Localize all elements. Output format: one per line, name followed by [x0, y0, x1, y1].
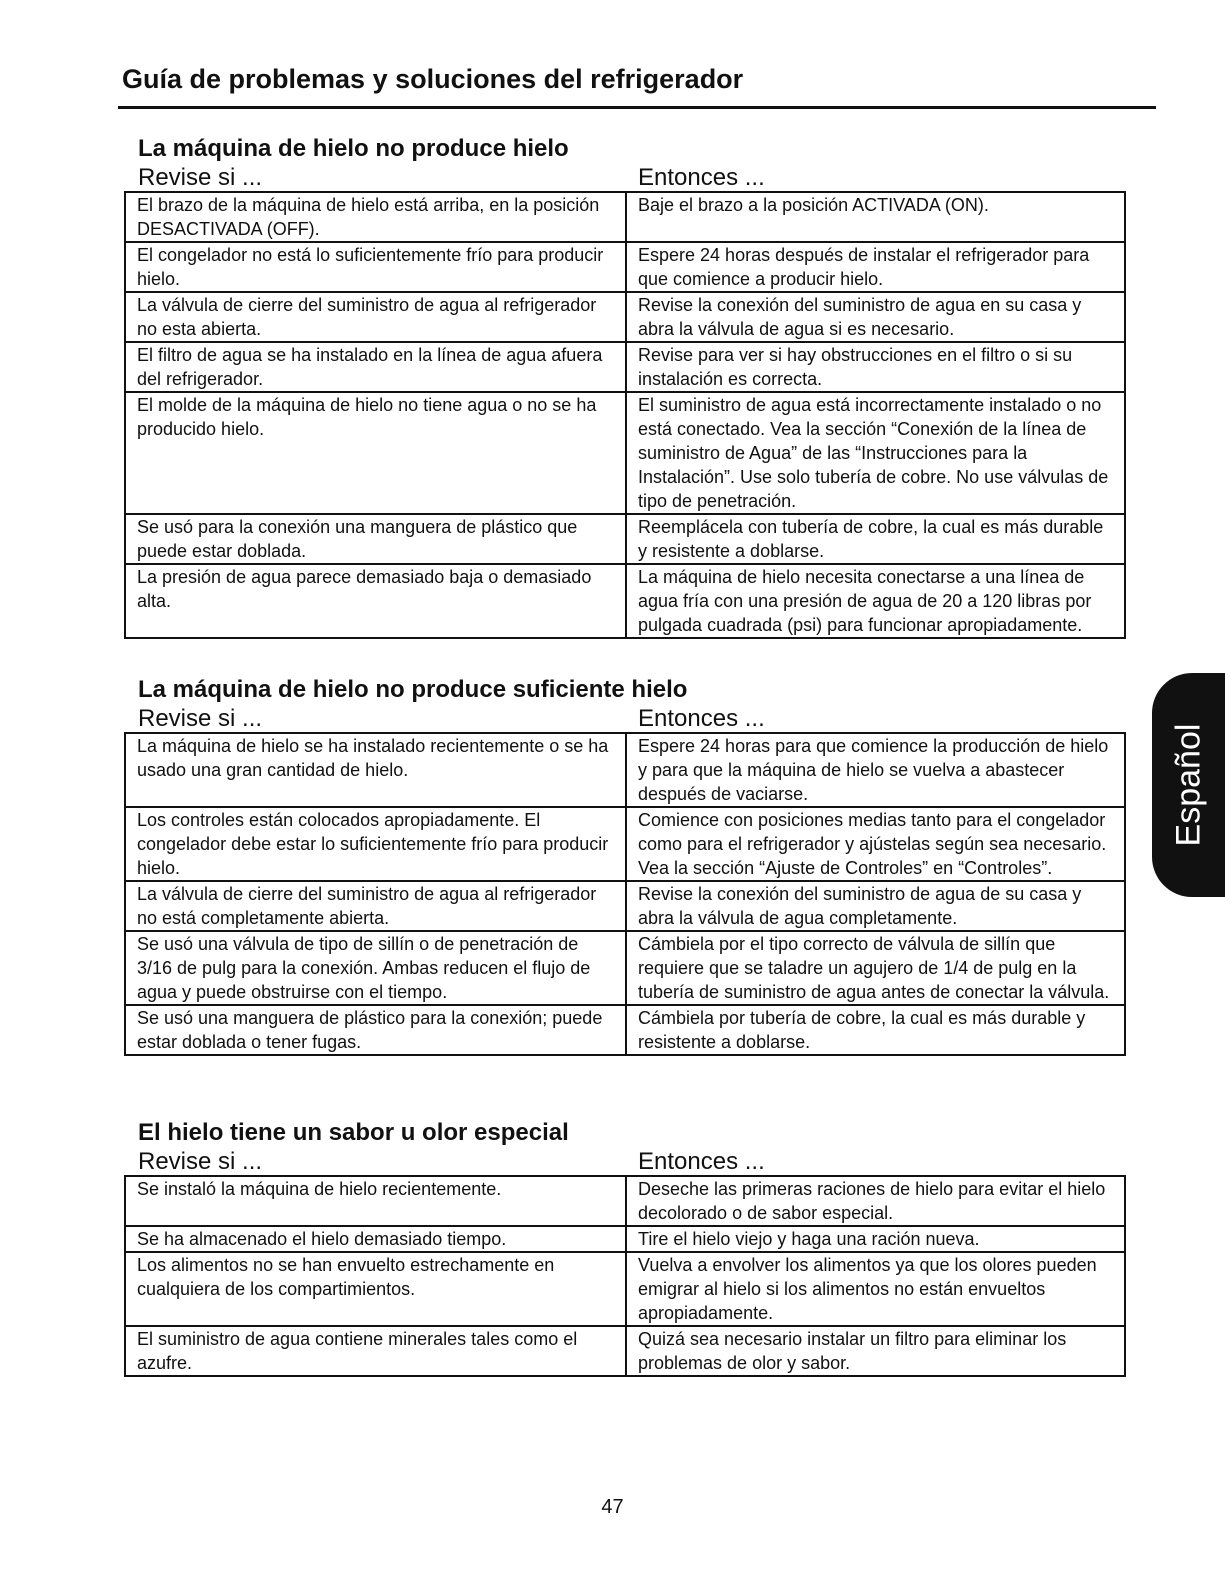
table-row: [125, 733, 1125, 807]
col-header-then: Entonces ...: [638, 1148, 765, 1175]
check-cell: La máquina de hielo se ha instalado recientemente o se ha usado una gran cantidad de hielo.: [125, 733, 626, 807]
col-header-then: Entonces ...: [638, 705, 765, 732]
then-cell: Baje el brazo a la posición ACTIVADA (ON).: [626, 192, 1125, 242]
check-cell: Se ha almacenado el hielo demasiado tiempo.: [125, 1226, 626, 1252]
table-row: [125, 192, 1125, 242]
check-cell: La válvula de cierre del suministro de agua al refrigerador no esta abierta.: [125, 292, 626, 342]
section-title: La máquina de hielo no produce suficiente hielo: [138, 676, 688, 703]
then-cell: Vuelva a envolver los alimentos ya que los olores pueden emigrar al hielo si los alimentos no están envueltos apropiadamente.: [626, 1252, 1125, 1326]
troubleshooting-table: [124, 1175, 1126, 1377]
then-cell: Quizá sea necesario instalar un filtro para eliminar los problemas de olor y sabor.: [626, 1326, 1125, 1376]
language-side-tab: [1152, 673, 1225, 897]
table-row: [125, 514, 1125, 564]
table-row: [125, 392, 1125, 514]
table-row: [125, 1226, 1125, 1252]
then-cell: Comience con posiciones medias tanto para el congelador como para el refrigerador y ajústelas según sea necesario. Vea la sección “Ajuste de Controles” en “Controles”.: [626, 807, 1125, 881]
then-cell: Espere 24 horas para que comience la producción de hielo y para que la máquina de hielo se vuelva a abastecer después de vaciarse.: [626, 733, 1125, 807]
check-cell: La válvula de cierre del suministro de agua al refrigerador no está completamente abierta.: [125, 881, 626, 931]
column-headers: [124, 1148, 1126, 1175]
then-cell: Revise la conexión del suministro de agua de su casa y abra la válvula de agua completamente.: [626, 881, 1125, 931]
check-cell: El congelador no está lo suficientemente frío para producir hielo.: [125, 242, 626, 292]
then-cell: Espere 24 horas después de instalar el refrigerador para que comience a producir hielo.: [626, 242, 1125, 292]
table-row: [125, 881, 1125, 931]
table-row: [125, 292, 1125, 342]
table-row: [125, 931, 1125, 1005]
check-cell: Se usó una válvula de tipo de sillín o de penetración de 3/16 de pulg para la conexión. Ambas reducen el flujo de agua y puede obstruirse con el tiempo.: [125, 931, 626, 1005]
section-no-ice: [124, 134, 1126, 639]
check-cell: Se instaló la máquina de hielo recientemente.: [125, 1176, 626, 1226]
column-headers: [124, 705, 1126, 732]
check-cell: El brazo de la máquina de hielo está arriba, en la posición DESACTIVADA (OFF).: [125, 192, 626, 242]
check-cell: Se usó una manguera de plástico para la conexión; puede estar doblada o tener fugas.: [125, 1005, 626, 1055]
col-header-check: Revise si ...: [138, 705, 263, 732]
column-headers: [124, 164, 1126, 191]
then-cell: La máquina de hielo necesita conectarse a una línea de agua fría con una presión de agua de 20 a 120 libras por pulgada cuadrada (psi) para funcionar apropiadamente.: [626, 564, 1125, 638]
table-row: [125, 564, 1125, 638]
troubleshooting-table: [124, 191, 1126, 639]
check-cell: El suministro de agua contiene minerales tales como el azufre.: [125, 1326, 626, 1376]
table-row: [125, 242, 1125, 292]
table-row: [125, 342, 1125, 392]
language-tab-label: Español: [1169, 723, 1208, 847]
table-row: [125, 807, 1125, 881]
section-not-enough-ice: [124, 675, 1126, 1056]
check-cell: Se usó para la conexión una manguera de plástico que puede estar doblada.: [125, 514, 626, 564]
then-cell: Revise para ver si hay obstrucciones en el filtro o si su instalación es correcta.: [626, 342, 1125, 392]
check-cell: El molde de la máquina de hielo no tiene agua o no se ha producido hielo.: [125, 392, 626, 514]
page-number: 47: [601, 1496, 624, 1518]
table-row: [125, 1252, 1125, 1326]
check-cell: Los alimentos no se han envuelto estrechamente en cualquiera de los compartimientos.: [125, 1252, 626, 1326]
then-cell: Revise la conexión del suministro de agua en su casa y abra la válvula de agua si es necesario.: [626, 292, 1125, 342]
then-cell: Cámbiela por el tipo correcto de válvula de sillín que requiere que se taladre un agujero de 1/4 de pulg en la tubería de suministro de agua antes de conectar la válvula.: [626, 931, 1125, 1005]
then-cell: El suministro de agua está incorrectamente instalado o no está conectado. Vea la sección “Conexión de la línea de suministro de Agua” de las “Instrucciones para la Instalación”. Use solo tubería de cobre. No use válvulas de tipo de penetración.: [626, 392, 1125, 514]
then-cell: Deseche las primeras raciones de hielo para evitar el hielo decolorado o de sabor especial.: [626, 1176, 1125, 1226]
then-cell: Reemplácela con tubería de cobre, la cual es más durable y resistente a doblarse.: [626, 514, 1125, 564]
table-row: [125, 1005, 1125, 1055]
check-cell: La presión de agua parece demasiado baja o demasiado alta.: [125, 564, 626, 638]
then-cell: Cámbiela por tubería de cobre, la cual es más durable y resistente a doblarse.: [626, 1005, 1125, 1055]
section-title: La máquina de hielo no produce hielo: [138, 135, 569, 162]
table-row: [125, 1326, 1125, 1376]
then-cell: Tire el hielo viejo y haga una ración nueva.: [626, 1226, 1125, 1252]
col-header-then: Entonces ...: [638, 164, 765, 191]
col-header-check: Revise si ...: [138, 1148, 263, 1175]
table-row: [125, 1176, 1125, 1226]
section-title: El hielo tiene un sabor u olor especial: [138, 1119, 569, 1146]
page-title: Guía de problemas y soluciones del refrigerador: [122, 64, 744, 94]
check-cell: El filtro de agua se ha instalado en la línea de agua afuera del refrigerador.: [125, 342, 626, 392]
section-ice-taste-odor: [124, 1118, 1126, 1377]
troubleshooting-table: [124, 732, 1126, 1056]
title-rule: [118, 106, 1156, 109]
check-cell: Los controles están colocados apropiadamente. El congelador debe estar lo suficientemente frío para producir hielo.: [125, 807, 626, 881]
col-header-check: Revise si ...: [138, 164, 263, 191]
